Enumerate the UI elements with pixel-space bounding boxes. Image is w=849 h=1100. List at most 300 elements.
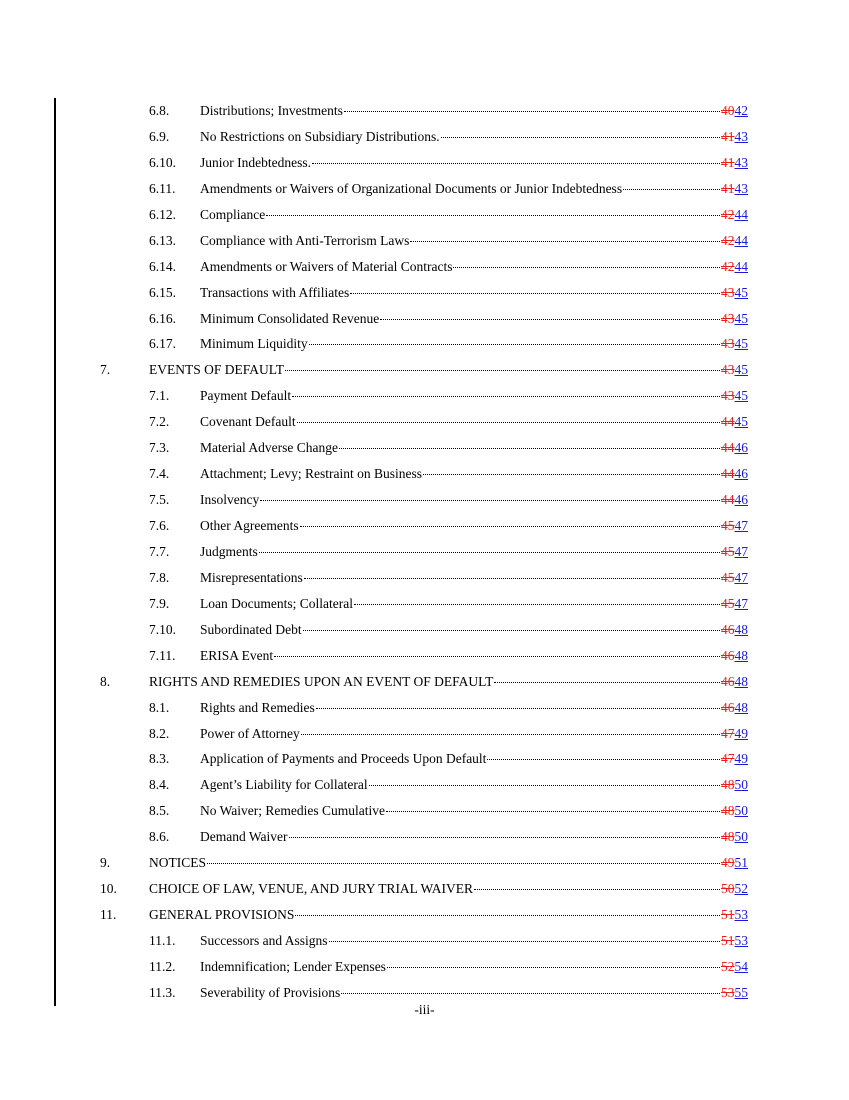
- deleted-page-number: 44: [721, 414, 735, 430]
- deleted-page-number: 50: [721, 881, 735, 897]
- deleted-page-number: 45: [721, 569, 735, 585]
- change-bar: [54, 617, 56, 643]
- inserted-page-number: 46: [734, 440, 748, 456]
- deleted-page-number: 43: [721, 388, 735, 404]
- section-number: 11.1.: [149, 933, 176, 948]
- inserted-page-number: 46: [734, 492, 748, 508]
- entry-line: [149, 669, 748, 695]
- page-reference: [721, 435, 748, 461]
- entry-line: [200, 591, 748, 617]
- page-reference: [721, 409, 748, 435]
- section-number: 7.5.: [149, 492, 170, 508]
- inserted-page-number: 43: [734, 128, 748, 144]
- section-number: 8.2.: [149, 725, 170, 741]
- entry-line: [200, 280, 748, 306]
- toc-entry[interactable]: [0, 150, 849, 176]
- dot-leader: [312, 163, 720, 164]
- toc-entry[interactable]: [0, 98, 849, 124]
- entry-line: [200, 150, 748, 176]
- deleted-page-number: 52: [721, 958, 735, 974]
- deleted-page-number: 48: [721, 829, 735, 845]
- entry-line: [200, 772, 748, 798]
- toc-entry[interactable]: [0, 850, 849, 876]
- inserted-page-number: 50: [734, 803, 748, 819]
- deleted-page-number: 41: [721, 128, 735, 144]
- section-title: Judgments: [200, 543, 258, 559]
- section-number: 11.: [100, 907, 117, 923]
- section-number: 7.: [100, 362, 111, 378]
- page-reference: [721, 902, 748, 928]
- toc-entry[interactable]: [0, 617, 849, 643]
- dot-leader: [260, 500, 720, 501]
- dot-leader: [259, 552, 720, 553]
- inserted-page-number: 49: [734, 751, 748, 767]
- section-number: 8.5.: [149, 803, 170, 819]
- section-title: EVENTS OF DEFAULT: [149, 362, 285, 378]
- dot-leader: [369, 785, 720, 786]
- dot-leader: [266, 215, 720, 216]
- section-title: Other Agreements: [200, 518, 299, 533]
- toc-entry[interactable]: [0, 331, 849, 357]
- deleted-page-number: 46: [721, 621, 735, 637]
- page-reference: [721, 176, 748, 202]
- toc-entry[interactable]: [0, 954, 849, 980]
- dot-leader: [329, 941, 721, 942]
- deleted-page-number: 49: [721, 855, 735, 871]
- page-reference: [721, 928, 748, 954]
- inserted-page-number: 50: [734, 777, 748, 793]
- entry-line: [200, 306, 748, 332]
- toc-entry[interactable]: [0, 798, 849, 824]
- entry-line: [200, 513, 748, 539]
- section-number: 11.2.: [149, 958, 176, 974]
- entry-line: [200, 617, 748, 643]
- toc-entry[interactable]: [0, 409, 849, 435]
- inserted-page-number: 53: [734, 907, 748, 923]
- page-reference: [721, 280, 748, 306]
- page-reference: [721, 565, 748, 591]
- deleted-page-number: 46: [721, 673, 735, 689]
- page-reference: [721, 746, 748, 772]
- toc-entry[interactable]: [0, 513, 849, 539]
- section-title: Rights and Remedies: [200, 699, 315, 715]
- section-number: 6.8.: [149, 103, 170, 118]
- section-title: Agent’s Liability for Collateral: [200, 777, 368, 793]
- section-title: GENERAL PROVISIONS: [149, 907, 295, 923]
- section-number: 7.10.: [149, 621, 176, 637]
- dot-leader: [386, 811, 720, 812]
- section-title: No Waiver; Remedies Cumulative: [200, 803, 385, 819]
- section-number: 8.3.: [149, 751, 170, 767]
- section-title: Covenant Default: [200, 414, 296, 430]
- deleted-page-number: 41: [721, 180, 735, 196]
- deleted-page-number: 45: [721, 595, 735, 611]
- deleted-page-number: 53: [721, 984, 735, 1000]
- page-reference: [721, 254, 748, 280]
- change-bar: [54, 591, 56, 617]
- toc-entry[interactable]: [0, 643, 849, 669]
- change-bar: [54, 695, 56, 721]
- change-bar: [54, 357, 56, 383]
- section-number: 10.: [100, 881, 117, 897]
- toc-entry[interactable]: [0, 591, 849, 617]
- inserted-page-number: 47: [734, 595, 748, 611]
- change-bar: [54, 487, 56, 513]
- section-number: 6.13.: [149, 232, 176, 248]
- page-reference: [721, 824, 748, 850]
- inserted-page-number: 47: [734, 569, 748, 585]
- change-bar: [54, 824, 56, 850]
- deleted-page-number: 45: [721, 518, 735, 533]
- change-bar: [54, 721, 56, 747]
- toc-entry[interactable]: [0, 306, 849, 332]
- toc-entry[interactable]: [0, 721, 849, 747]
- section-title: Material Adverse Change: [200, 440, 338, 456]
- deleted-page-number: 43: [721, 336, 735, 352]
- toc-entry[interactable]: [0, 824, 849, 850]
- page-reference: [721, 876, 748, 902]
- entry-line: [200, 331, 748, 357]
- deleted-page-number: 43: [721, 310, 735, 326]
- section-title: Subordinated Debt: [200, 621, 302, 637]
- change-bar: [54, 202, 56, 228]
- section-title: Amendments or Waivers of Material Contracts: [200, 258, 453, 274]
- deleted-page-number: 44: [721, 466, 735, 482]
- page-reference: [721, 487, 748, 513]
- toc-entry[interactable]: [0, 876, 849, 902]
- section-number: 6.9.: [149, 128, 170, 144]
- section-title: Compliance: [200, 206, 266, 222]
- dot-leader: [207, 863, 720, 864]
- page-reference: [721, 228, 748, 254]
- toc-entry[interactable]: [0, 746, 849, 772]
- section-number: 6.10.: [149, 154, 176, 170]
- inserted-page-number: 48: [734, 673, 748, 689]
- toc-entry[interactable]: [0, 202, 849, 228]
- toc-entry[interactable]: [0, 669, 849, 695]
- change-bar: [54, 383, 56, 409]
- section-title: Compliance with Anti-Terrorism Laws: [200, 232, 410, 248]
- inserted-page-number: 44: [734, 258, 748, 274]
- section-title: Loan Documents; Collateral: [200, 595, 353, 611]
- change-bar: [54, 254, 56, 280]
- change-bar: [54, 876, 56, 902]
- page-reference: [721, 591, 748, 617]
- section-number: 7.6.: [149, 518, 170, 533]
- deleted-page-number: 48: [721, 777, 735, 793]
- change-bar: [54, 669, 56, 695]
- change-bar: [54, 746, 56, 772]
- dot-leader: [380, 319, 720, 320]
- page-reference: [721, 539, 748, 565]
- change-bar: [54, 565, 56, 591]
- change-bar: [54, 306, 56, 332]
- dot-leader: [344, 111, 720, 112]
- dot-leader: [304, 578, 720, 579]
- section-number: 6.15.: [149, 284, 176, 300]
- page-reference: [721, 850, 748, 876]
- page-reference: [721, 150, 748, 176]
- toc-entry[interactable]: [0, 902, 849, 928]
- entry-line: [200, 124, 748, 150]
- inserted-page-number: 45: [734, 414, 748, 430]
- dot-leader: [316, 708, 720, 709]
- section-number: 9.: [100, 855, 111, 871]
- section-title: Junior Indebtedness.: [200, 154, 311, 170]
- section-number: 6.11.: [149, 180, 176, 196]
- change-bar: [54, 150, 56, 176]
- section-number: 7.8.: [149, 569, 170, 585]
- entry-line: [200, 98, 748, 124]
- section-number: 8.6.: [149, 829, 170, 845]
- change-bar: [54, 331, 56, 357]
- inserted-page-number: 45: [734, 310, 748, 326]
- section-number: 8.: [100, 673, 111, 689]
- toc-entry[interactable]: [0, 539, 849, 565]
- deleted-page-number: 47: [721, 751, 735, 767]
- table-of-contents: [0, 98, 849, 1006]
- dot-leader: [292, 396, 720, 397]
- section-title: Attachment; Levy; Restraint on Business: [200, 466, 422, 482]
- inserted-page-number: 51: [734, 855, 748, 871]
- deleted-page-number: 46: [721, 699, 735, 715]
- section-title: Insolvency: [200, 492, 260, 508]
- page-reference: [721, 695, 748, 721]
- inserted-page-number: 48: [734, 621, 748, 637]
- change-bar: [54, 902, 56, 928]
- change-bar: [54, 124, 56, 150]
- deleted-page-number: 42: [721, 232, 735, 248]
- toc-entry[interactable]: [0, 383, 849, 409]
- deleted-page-number: 44: [721, 492, 735, 508]
- section-title: Demand Waiver: [200, 829, 288, 845]
- entry-line: [200, 746, 748, 772]
- section-title: Transactions with Affiliates: [200, 284, 350, 300]
- change-bar: [54, 954, 56, 980]
- section-title: ERISA Event: [200, 647, 274, 663]
- inserted-page-number: 45: [734, 388, 748, 404]
- toc-entry[interactable]: [0, 565, 849, 591]
- change-bar: [54, 772, 56, 798]
- dot-leader: [341, 993, 720, 994]
- section-title: Distributions; Investments: [200, 103, 343, 118]
- entry-line: [200, 954, 748, 980]
- dot-leader: [474, 889, 720, 890]
- entry-line: [200, 643, 748, 669]
- page-reference: [721, 617, 748, 643]
- dot-leader: [309, 344, 720, 345]
- section-title: No Restrictions on Subsidiary Distributions.: [200, 128, 440, 144]
- page-reference: [721, 798, 748, 824]
- deleted-page-number: 45: [721, 543, 735, 559]
- change-bar: [54, 176, 56, 202]
- page-reference: [721, 721, 748, 747]
- entry-line: [149, 876, 748, 902]
- page-reference: [721, 954, 748, 980]
- section-title: Misrepresentations: [200, 569, 303, 585]
- change-bar: [54, 643, 56, 669]
- dot-leader: [301, 734, 720, 735]
- dot-leader: [441, 137, 720, 138]
- toc-entry[interactable]: [0, 461, 849, 487]
- deleted-page-number: 43: [721, 362, 735, 378]
- page-reference: [721, 513, 748, 539]
- entry-line: [200, 461, 748, 487]
- inserted-page-number: 49: [734, 725, 748, 741]
- section-title: Payment Default: [200, 388, 292, 404]
- inserted-page-number: 45: [734, 284, 748, 300]
- change-bar: [54, 280, 56, 306]
- section-number: 11.3.: [149, 984, 176, 1000]
- page-reference: [721, 643, 748, 669]
- deleted-page-number: 40: [721, 103, 735, 118]
- entry-line: [200, 539, 748, 565]
- inserted-page-number: 52: [734, 881, 748, 897]
- toc-entry[interactable]: [0, 772, 849, 798]
- section-number: 7.7.: [149, 543, 170, 559]
- toc-entry[interactable]: [0, 254, 849, 280]
- inserted-page-number: 48: [734, 647, 748, 663]
- entry-line: [200, 928, 748, 954]
- change-bar: [54, 228, 56, 254]
- toc-entry[interactable]: [0, 357, 849, 383]
- section-number: 6.14.: [149, 258, 176, 274]
- deleted-page-number: 46: [721, 647, 735, 663]
- change-bar: [54, 98, 56, 124]
- section-number: 8.1.: [149, 699, 170, 715]
- toc-entry[interactable]: [0, 280, 849, 306]
- entry-line: [200, 202, 748, 228]
- inserted-page-number: 42: [734, 103, 748, 118]
- page-reference: [721, 461, 748, 487]
- entry-line: [200, 824, 748, 850]
- section-title: Severability of Provisions: [200, 984, 341, 1000]
- entry-line: [200, 565, 748, 591]
- deleted-page-number: 44: [721, 440, 735, 456]
- entry-line: [200, 228, 748, 254]
- deleted-page-number: 42: [721, 206, 735, 222]
- toc-entry[interactable]: [0, 176, 849, 202]
- change-bar: [54, 798, 56, 824]
- section-number: 7.2.: [149, 414, 170, 430]
- section-title: RIGHTS AND REMEDIES UPON AN EVENT OF DEFAULT: [149, 673, 494, 689]
- entry-line: [149, 902, 748, 928]
- entry-line: [200, 695, 748, 721]
- dot-leader: [487, 759, 720, 760]
- inserted-page-number: 44: [734, 206, 748, 222]
- change-bar: [54, 461, 56, 487]
- section-title: Minimum Liquidity: [200, 336, 308, 352]
- dot-leader: [387, 967, 720, 968]
- entry-line: [200, 721, 748, 747]
- section-title: NOTICES: [149, 855, 206, 871]
- inserted-page-number: 43: [734, 154, 748, 170]
- change-bar: [54, 928, 56, 954]
- inserted-page-number: 48: [734, 699, 748, 715]
- dot-leader: [350, 293, 720, 294]
- page-reference: [721, 357, 748, 383]
- dot-leader: [274, 656, 720, 657]
- deleted-page-number: 48: [721, 803, 735, 819]
- section-title: CHOICE OF LAW, VENUE, AND JURY TRIAL WAIVER: [149, 881, 474, 897]
- inserted-page-number: 47: [734, 543, 748, 559]
- dot-leader: [289, 837, 720, 838]
- toc-entry[interactable]: [0, 928, 849, 954]
- entry-line: [149, 850, 748, 876]
- entry-line: [200, 435, 748, 461]
- inserted-page-number: 54: [734, 958, 748, 974]
- dot-leader: [354, 604, 720, 605]
- dot-leader: [494, 682, 720, 683]
- section-number: 8.4.: [149, 777, 170, 793]
- entry-line: [200, 409, 748, 435]
- deleted-page-number: 41: [721, 154, 735, 170]
- page-reference: [721, 383, 748, 409]
- dot-leader: [285, 370, 720, 371]
- section-title: Amendments or Waivers of Organizational Documents or Junior Indebtedness: [200, 180, 623, 196]
- page-reference: [721, 98, 748, 124]
- dot-leader: [295, 915, 720, 916]
- inserted-page-number: 53: [734, 933, 748, 948]
- change-bar: [54, 539, 56, 565]
- page-reference: [721, 202, 748, 228]
- inserted-page-number: 50: [734, 829, 748, 845]
- change-bar: [54, 409, 56, 435]
- deleted-page-number: 51: [721, 933, 735, 948]
- deleted-page-number: 47: [721, 725, 735, 741]
- page-reference: [721, 669, 748, 695]
- page-footer-number: -iii-: [414, 1002, 435, 1017]
- dot-leader: [303, 630, 720, 631]
- section-number: 7.1.: [149, 388, 170, 404]
- page-reference: [721, 772, 748, 798]
- section-number: 7.4.: [149, 466, 170, 482]
- inserted-page-number: 47: [734, 518, 748, 533]
- page-reference: [721, 331, 748, 357]
- section-number: 7.11.: [149, 647, 176, 663]
- change-bar: [54, 850, 56, 876]
- section-title: Successors and Assigns: [200, 933, 328, 948]
- dot-leader: [423, 474, 720, 475]
- toc-entry[interactable]: [0, 487, 849, 513]
- dot-leader: [623, 189, 720, 190]
- deleted-page-number: 43: [721, 284, 735, 300]
- change-bar: [54, 513, 56, 539]
- section-title: Application of Payments and Proceeds Upon Default: [200, 751, 487, 767]
- page-reference: [721, 124, 748, 150]
- toc-entry[interactable]: [0, 228, 849, 254]
- deleted-page-number: 51: [721, 907, 735, 923]
- inserted-page-number: 46: [734, 466, 748, 482]
- toc-entry[interactable]: [0, 124, 849, 150]
- entry-line: [200, 176, 748, 202]
- inserted-page-number: 55: [734, 984, 748, 1000]
- section-number: 7.3.: [149, 440, 170, 456]
- toc-entry[interactable]: [0, 435, 849, 461]
- inserted-page-number: 45: [734, 362, 748, 378]
- section-number: 6.12.: [149, 206, 176, 222]
- section-number: 7.9.: [149, 595, 170, 611]
- section-title: Power of Attorney: [200, 725, 300, 741]
- inserted-page-number: 44: [734, 232, 748, 248]
- section-number: 6.17.: [149, 336, 176, 352]
- dot-leader: [339, 448, 720, 449]
- dot-leader: [410, 241, 720, 242]
- entry-line: [200, 798, 748, 824]
- section-number: 6.16.: [149, 310, 176, 326]
- toc-entry[interactable]: [0, 695, 849, 721]
- inserted-page-number: 45: [734, 336, 748, 352]
